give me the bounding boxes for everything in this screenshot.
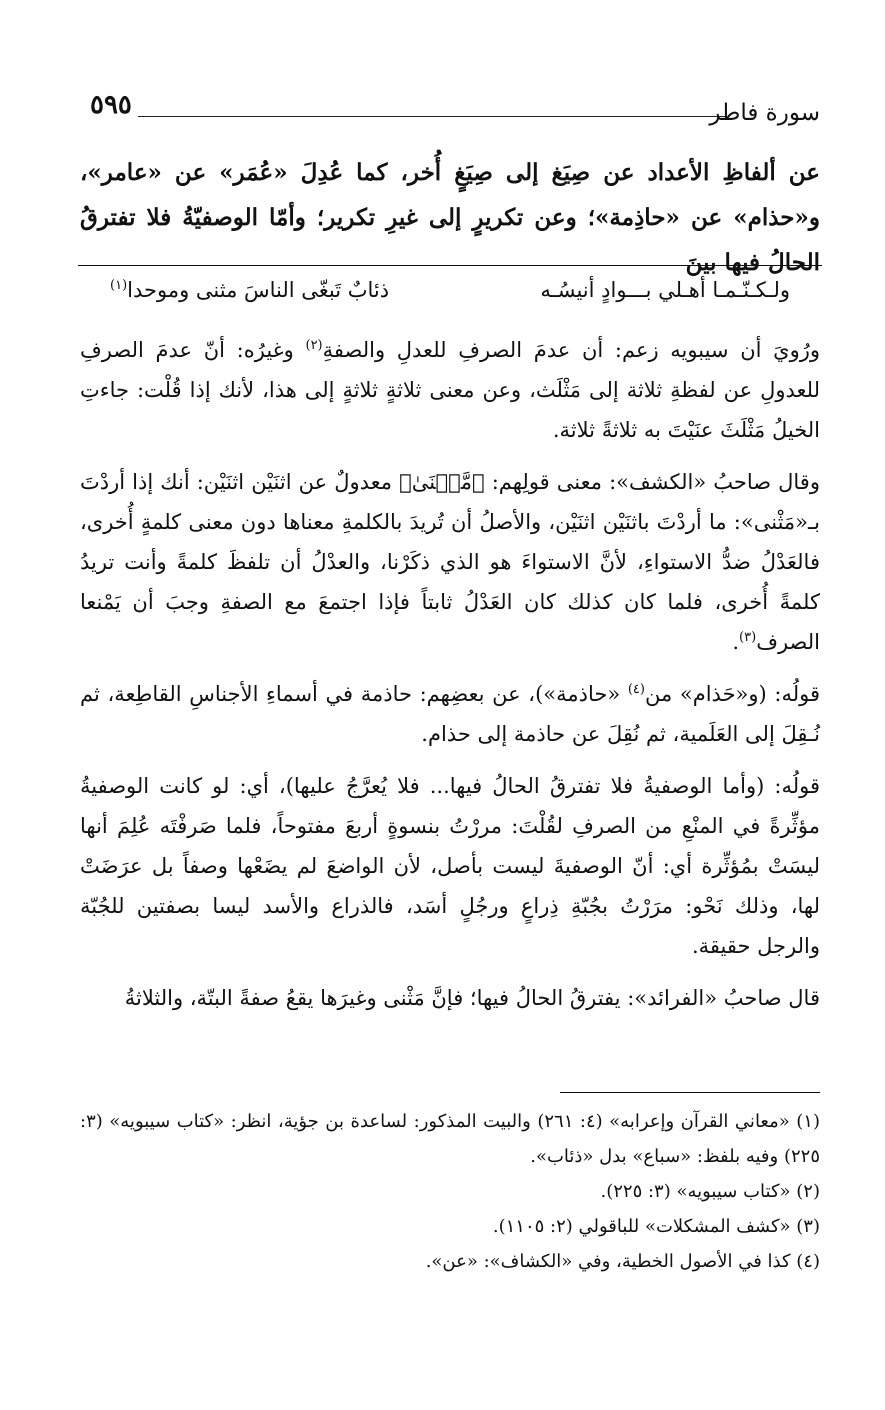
- paragraph-text: قولُه: (وأما الوصفيةُ فلا تفترقُ الحالُ فيها... فلا يُعرَّجُ عليها)، أي: لو كانت الوصفيةُ مؤثِّرةً في المنْعِ من الصرفِ لقُلْتَ: مررْتُ بنسوةٍ أربعَ مفتوحاً، فلما صَرفْتَه عُلِمَ أنها ليسَتْ بمُؤثِّرة أي: أنّ الوصفيةَ ليست بأصل، لأن الواضعَ لم يضَعْها وصفاً بل عرَضَتْ لها، وذلك نَحْو: مرَرْتُ بجُبّةِ ذِراعٍ ورجُلٍ أسَد، فالذراع والأسد ليسا بصفتين للجُبّة والرجل حقيقة.: [80, 774, 820, 958]
- paragraph: [80, 674, 820, 754]
- footnotes: [80, 1104, 820, 1279]
- paragraph-text: ورُويَ أن سيبويه زعم: أن عدمَ الصرفِ للعدلِ والصفةِ: [322, 338, 821, 362]
- paragraph-text: قال صاحبُ «الفرائد»: يفترقُ الحالُ فيها؛ فإنَّ مَثْنى وغيرَها يقعُ صفةً البتّة، والثلاثةُ: [124, 986, 820, 1010]
- body-text: [80, 330, 820, 1030]
- footnote: (٣) «كشف المشكلات» للباقولي (٢: ١١٠٥).: [492, 1216, 820, 1237]
- paragraph-text: قولُه: (و«حَذام» من: [644, 682, 820, 706]
- footnote-ref: (٢): [305, 338, 323, 353]
- paragraph-text-continued: وغيرُه: أنّ عدمَ الصرفِ للعدولِ عن لفظةِ ثلاثة إلى مَثْلَث، وعن معنى ثلاثةٍ ثلاثةٍ إلى هذا، لأنك إذا قُلْت: جاءتِ الخيلُ مَثْلَثَ عنَيْتَ به ثلاثةً ثلاثة.: [80, 338, 820, 442]
- footnote-ref: (٣): [739, 630, 757, 645]
- page-number: ٥٩٥: [90, 90, 132, 120]
- paragraph-text: وقال صاحبُ «الكشف»: معنى قولِهم: ﴿مَّثۡنَىٰ﴾ معدولٌ عن اثنَيْن اثنَيْن: أنك إذا أردْتَ بـ«مَثْنى»: ما أردْتَ باثنَيْن اثنَيْن، والأصلُ أن تُريدَ بالكلمةِ معناها دون معنى كلمةٍ أُخرى، فالعَدْلُ ضدُّ الاستواءِ، لأنَّ الاستواءَ هو الذي ذكَرْنا، والعدْلُ أن تلفظَ كلمةً وأنت تريدُ كلمةً أُخرى، فلما كان كذلك كان العَدْلُ ثابتاً فإذا اجتمعَ مع الصفةِ وجبَ أن يَمْنعا الصرف: [80, 470, 820, 654]
- footnote: (١) «معاني القرآن وإعرابه» (٤: ٢٦١) والبيت المذكور: لساعدة بن جؤية، انظر: «كتاب سيبويه» (٣: ٢٢٥) وفيه بلفظ: «سباع» بدل «ذئاب».: [80, 1111, 820, 1167]
- footnote-ref: (١): [110, 278, 128, 293]
- page-header: [80, 90, 820, 140]
- poem-hemistich-second-text: ذئابٌ تَبغّى الناسَ مثنى وموحدا: [127, 278, 390, 302]
- paragraph-text-continued: .: [732, 630, 740, 654]
- header-rule: [138, 116, 725, 117]
- poem-hemistich-second: [110, 278, 389, 302]
- paragraph: [80, 462, 820, 662]
- footnote-ref: (٤): [627, 682, 645, 697]
- poem-verse: [110, 278, 790, 318]
- footnote-divider: [560, 1092, 820, 1093]
- section-divider: [78, 265, 822, 266]
- paragraph-text-continued: «حاذمة»)، عن بعضِهم: حاذمة في أسماءِ الأجناسِ القاطِعة، ثم نُـقِلَ إلى العَلَمية، ثم نُقِلَ عن حاذمة إلى حذام.: [80, 682, 820, 746]
- paragraph: [80, 330, 820, 450]
- paragraph: [80, 766, 820, 966]
- footnote: (٢) «كتاب سيبويه» (٣: ٢٢٥).: [600, 1181, 820, 1202]
- top-paragraph: عن ألفاظِ الأعداد عن صِيَغ إلى صِيَغٍ أُخر، كما عُدِلَ «عُمَر» عن «عامر»، و«حذام» عن «حاذِمة»؛ وعن تكريرٍ إلى غيرِ تكرير؛ وأمّا الوصفيّةُ فلا تفترقُ الحالُ فيها بينَ: [80, 159, 820, 276]
- surah-title: سورة فاطر: [709, 100, 820, 126]
- footnote: (٤) كذا في الأصول الخطية، وفي «الكشاف»: «عن».: [425, 1251, 820, 1272]
- poem-hemistich-first: ولـكـنّـمـا أهـلي بـــوادٍ أنيسُـه: [540, 278, 790, 302]
- paragraph: [80, 978, 820, 1018]
